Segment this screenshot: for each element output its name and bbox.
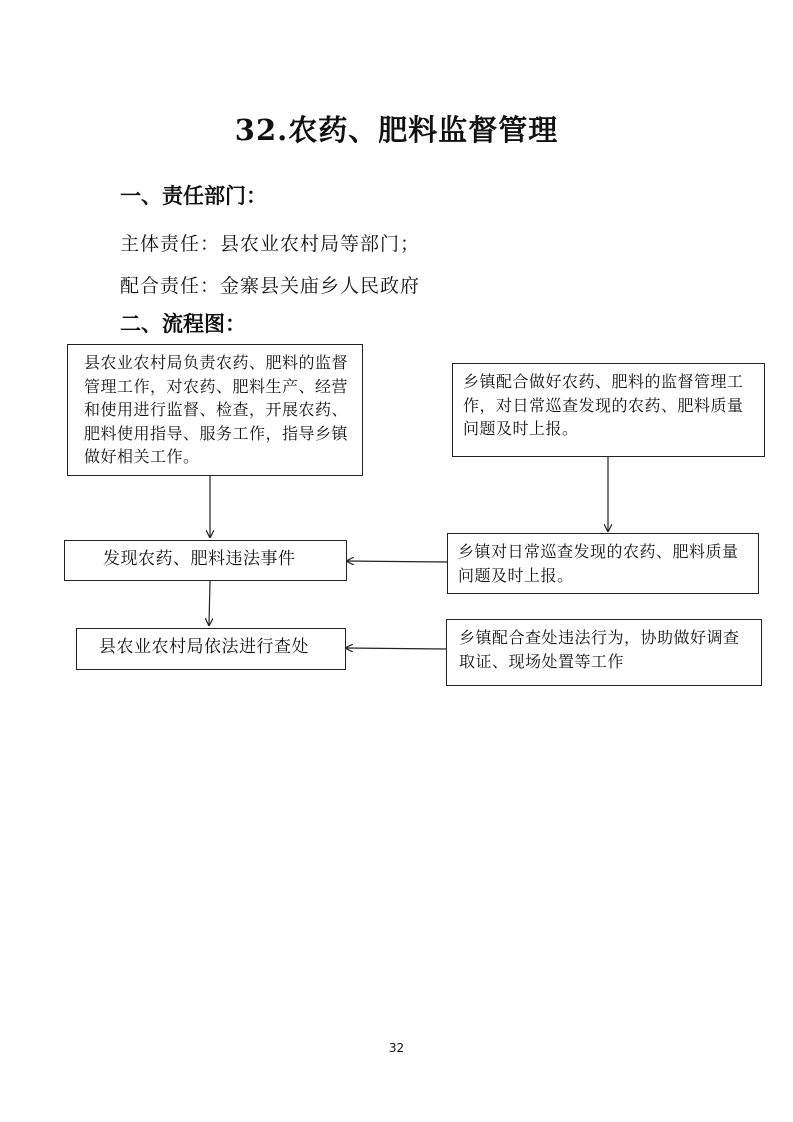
section-heading-responsible-departments: 一、责任部门： [120,184,267,208]
discover-violation-box [64,540,347,581]
township-assist-text: 乡镇配合查处违法行为，协助做好调查取证、现场处置等工作 [459,628,740,671]
page-number: 32 [388,1041,405,1055]
township-report-text: 乡镇对日常巡查发现的农药、肥料质量问题及时上报。 [458,542,739,585]
discover-violation-text: 发现农药、肥料违法事件 [103,549,296,569]
page-title: 32.农药、肥料监督管理 [234,113,559,147]
county-investigate-text: 县农业农村局依法进行查处 [99,637,309,657]
county-role-box [67,344,363,476]
township-role-box [452,363,765,457]
township-assist-box [446,619,762,686]
cooperating-responsibility-text: 配合责任：金寨县关庙乡人民政府 [120,275,421,297]
arrow-discover-to-investigate [209,581,210,625]
township-report-box [447,533,759,594]
section-heading-flowchart: 二、流程图： [120,312,246,336]
county-investigate-box [76,628,346,670]
arrow-report-to-discover [347,561,447,562]
county-role-text: 县农业农村局负责农药、肥料的监督管理工作，对农药、肥料生产、经营和使用进行监督、检查，开展农药、肥料使用指导、服务工作，指导乡镇做好相关工作。 [84,353,349,466]
arrow-assist-to-investigate [346,648,446,649]
main-responsibility-text: 主体责任：县农业农村局等部门； [120,233,421,255]
township-role-text: 乡镇配合做好农药、肥料的监督管理工作，对日常巡查发现的农药、肥料质量问题及时上报。 [463,372,744,438]
